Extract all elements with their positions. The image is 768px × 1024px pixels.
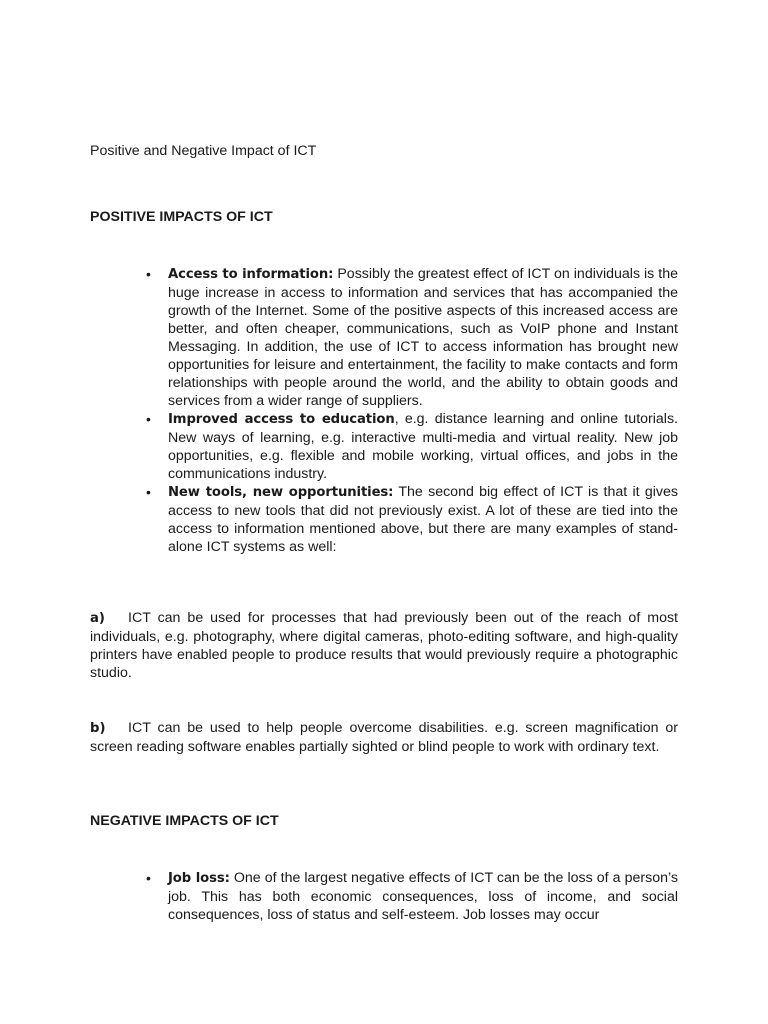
list-item — [144, 483, 678, 556]
bullet-icon: • — [146, 266, 151, 282]
list-item — [144, 265, 678, 410]
bullet-icon: • — [146, 411, 151, 427]
list-item-lead: Access to information: — [168, 267, 334, 282]
list-item-lead: Job loss: — [168, 871, 230, 886]
positive-impacts-list — [144, 265, 678, 556]
paragraph-text: ICT can be used for processes that had previously been out of the reach of most individuals, e.g. photography, where digital cameras, photo-editing software, and high-quality printers have enabled people to produce results that would previously require a photographic studio. — [90, 610, 678, 681]
list-item-text: The second big effect of ICT is that it gives access to new tools that did not previously exist. A lot of these are tied into the access to information mentioned above, but there are many examples of stand-alone ICT systems as well: — [168, 484, 678, 555]
negative-impacts-heading: NEGATIVE IMPACTS OF ICT — [90, 813, 279, 829]
bullet-icon: • — [146, 484, 151, 500]
bullet-icon: • — [146, 870, 151, 886]
paragraph-text: ICT can be used to help people overcome disabilities. e.g. screen magnification or screen reading software enables partially sighted or blind people to work with ordinary text. — [90, 720, 678, 755]
list-item-lead: Improved access to education — [168, 412, 395, 427]
paragraph-a — [90, 609, 678, 682]
list-item-lead: New tools, new opportunities: — [168, 485, 394, 500]
paragraph-marker: b) — [90, 721, 106, 736]
list-item — [144, 869, 678, 924]
document-title: Positive and Negative Impact of ICT — [90, 143, 317, 159]
negative-impacts-list — [144, 869, 678, 924]
paragraph-marker: a) — [90, 611, 105, 626]
list-item-text: One of the largest negative effects of ICT can be the loss of a person’s job. This has both economic consequences, loss of income, and social consequences, loss of status and self-esteem. Job losses may occur — [168, 870, 678, 923]
paragraph-b — [90, 719, 678, 756]
list-item — [144, 410, 678, 483]
positive-impacts-heading: POSITIVE IMPACTS OF ICT — [90, 209, 273, 225]
list-item-text: , e.g. distance learning and online tutorials. New ways of learning, e.g. interactive multi-media and virtual reality. New job opportunities, e.g. flexible and mobile working, virtual offices, and jobs in the communications industry. — [168, 411, 678, 482]
list-item-text: Possibly the greatest effect of ICT on individuals is the huge increase in access to information and services that has accompanied the growth of the Internet. Some of the positive aspects of this increased access are better, and often cheaper, communications, such as VoIP phone and Instant Messaging. In addition, the use of ICT to access information has brought new opportunities for leisure and entertainment, the facility to make contacts and form relationships with people around the world, and the ability to obtain goods and services from a wider range of suppliers. — [168, 266, 678, 409]
